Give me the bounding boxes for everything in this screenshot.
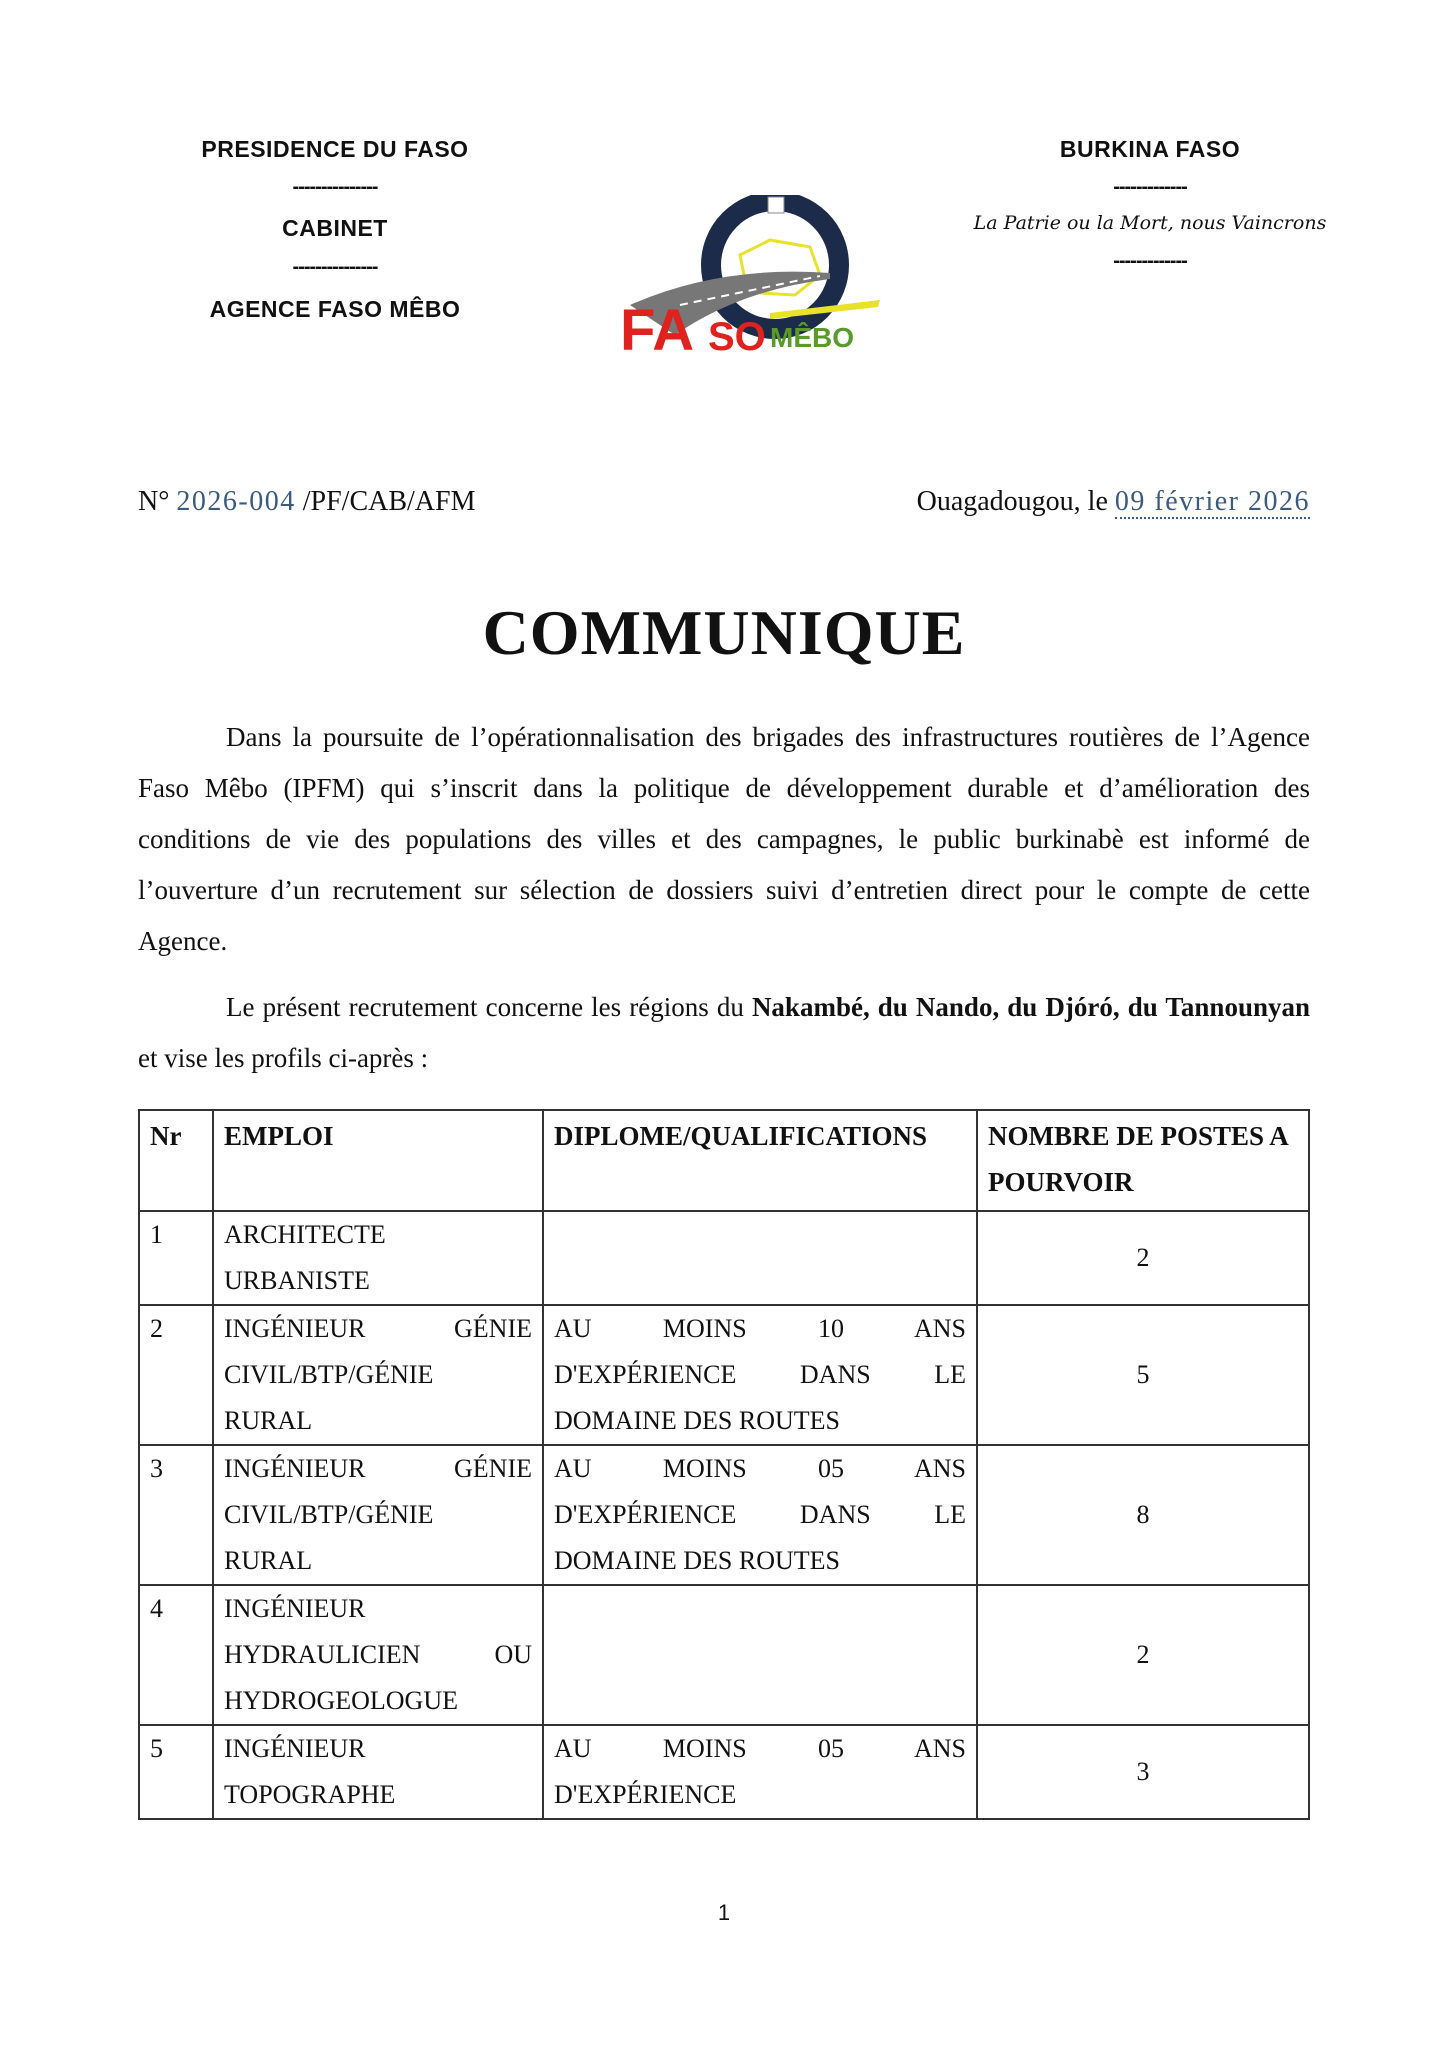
cell-qualification xyxy=(543,1445,977,1585)
table-header-row xyxy=(139,1110,1309,1211)
qualification-line: DOMAINE DES ROUTES xyxy=(554,1546,840,1575)
cell-emploi xyxy=(213,1211,543,1305)
reference-prefix: N° xyxy=(138,486,170,517)
header-emploi: EMPLOI xyxy=(213,1110,543,1211)
faso-mebo-logo xyxy=(620,195,880,355)
logo-text-so: SO xyxy=(708,315,766,355)
emploi-line: URBANISTE xyxy=(224,1266,370,1295)
qualification-line: D'EXPÉRIENCE xyxy=(554,1780,737,1809)
page-number: 1 xyxy=(717,1900,731,1925)
cell-qualification xyxy=(543,1211,977,1305)
emploi-line: ARCHITECTE xyxy=(224,1220,386,1249)
table-row xyxy=(139,1305,1309,1445)
header-separator: ------------- xyxy=(1113,176,1187,198)
reference-value: 2026-004 xyxy=(176,486,296,517)
reference-suffix: /PF/CAB/AFM xyxy=(302,486,476,517)
emploi-line: CIVIL/BTP/GÉNIE xyxy=(224,1500,434,1529)
emploi-line: INGÉNIEUR GÉNIE xyxy=(224,1454,532,1483)
cell-postes: 2 xyxy=(977,1585,1309,1725)
cell-qualification xyxy=(543,1585,977,1725)
logo-text-fa: FA xyxy=(620,298,695,355)
table-row xyxy=(139,1725,1309,1819)
cell-emploi xyxy=(213,1445,543,1585)
cell-emploi xyxy=(213,1725,543,1819)
header-agence: AGENCE FASO MÊBO xyxy=(209,296,461,322)
paragraph-intro-text: Dans la poursuite de l’opérationnalisation des brigades des infrastructures routières de l’Agence Faso Mêbo (IPFM) qui s’inscrit dans la politique de développement durable et d’amélioration des conditions de vie des populations des villes et des campagnes, le public burkinabè est informé de l’ouverture d’un recrutement sur sélection de dossiers suivi d’entretien direct pour le compte de cette Agence. xyxy=(138,722,1310,956)
emploi-line: INGÉNIEUR GÉNIE xyxy=(224,1314,532,1343)
positions-table xyxy=(138,1109,1310,1820)
paragraph-regions xyxy=(138,982,1310,1084)
date-place: Ouagadougou, le xyxy=(916,486,1108,517)
regions-list: Nakambé, du Nando, du Djóró, du Tannounyan xyxy=(751,992,1310,1022)
emploi-line: INGÉNIEUR xyxy=(224,1594,366,1623)
qualification-line: DOMAINE DES ROUTES xyxy=(554,1406,840,1435)
logo-text-mebo: MÊBO xyxy=(770,322,854,353)
header-separator: --------------- xyxy=(292,176,378,198)
logo-graphic xyxy=(620,195,880,355)
qualification-line: D'EXPÉRIENCE DANS LE xyxy=(554,1360,966,1389)
paragraph-regions-lead: Le présent recrutement concerne les régions du xyxy=(226,992,752,1022)
emploi-line: RURAL xyxy=(224,1546,313,1575)
header-nr: Nr xyxy=(139,1110,213,1211)
emploi-line: HYDROGEOLOGUE xyxy=(224,1686,458,1715)
cell-emploi xyxy=(213,1305,543,1445)
emploi-line: CIVIL/BTP/GÉNIE xyxy=(224,1360,434,1389)
qualification-line: AU MOINS 05 ANS xyxy=(554,1454,966,1483)
header-diplome: DIPLOME/QUALIFICATIONS xyxy=(543,1110,977,1211)
cell-postes: 8 xyxy=(977,1445,1309,1585)
emploi-line: RURAL xyxy=(224,1406,313,1435)
cell-postes: 3 xyxy=(977,1725,1309,1819)
cell-postes: 2 xyxy=(977,1211,1309,1305)
page-title: COMMUNIQUE xyxy=(482,597,966,668)
cell-nr: 2 xyxy=(139,1305,213,1445)
header-separator: --------------- xyxy=(292,256,378,278)
cell-qualification xyxy=(543,1305,977,1445)
paragraph-intro xyxy=(138,712,1310,967)
header-burkina-faso: BURKINA FASO xyxy=(1059,136,1241,162)
reference-number xyxy=(138,486,476,518)
cell-postes: 5 xyxy=(977,1305,1309,1445)
emploi-line: HYDRAULICIEN OU xyxy=(224,1640,532,1669)
qualification-line: AU MOINS 05 ANS xyxy=(554,1734,966,1763)
emploi-line: TOPOGRAPHE xyxy=(224,1780,396,1809)
emploi-line: INGÉNIEUR xyxy=(224,1734,366,1763)
date-line xyxy=(917,486,1310,518)
date-value: 09 février 2026 xyxy=(1114,486,1310,517)
paragraph-regions-tail: et vise les profils ci-après : xyxy=(138,1043,429,1073)
cell-emploi xyxy=(213,1585,543,1725)
table-row xyxy=(139,1211,1309,1305)
header-cabinet: CABINET xyxy=(282,215,388,241)
header-separator: ------------- xyxy=(1113,250,1187,272)
header-nombre-postes: NOMBRE DE POSTES A POURVOIR xyxy=(977,1110,1309,1211)
cell-nr: 4 xyxy=(139,1585,213,1725)
table-row xyxy=(139,1585,1309,1725)
cell-qualification xyxy=(543,1725,977,1819)
qualification-line: D'EXPÉRIENCE DANS LE xyxy=(554,1500,966,1529)
header-motto: La Patrie ou la Mort, nous Vaincrons xyxy=(973,212,1327,234)
header-presidence: PRESIDENCE DU FASO xyxy=(201,136,469,162)
qualification-line: AU MOINS 10 ANS xyxy=(554,1314,966,1343)
cell-nr: 5 xyxy=(139,1725,213,1819)
cell-nr: 1 xyxy=(139,1211,213,1305)
cell-nr: 3 xyxy=(139,1445,213,1585)
table-row xyxy=(139,1445,1309,1585)
logo-emblem xyxy=(768,197,784,213)
